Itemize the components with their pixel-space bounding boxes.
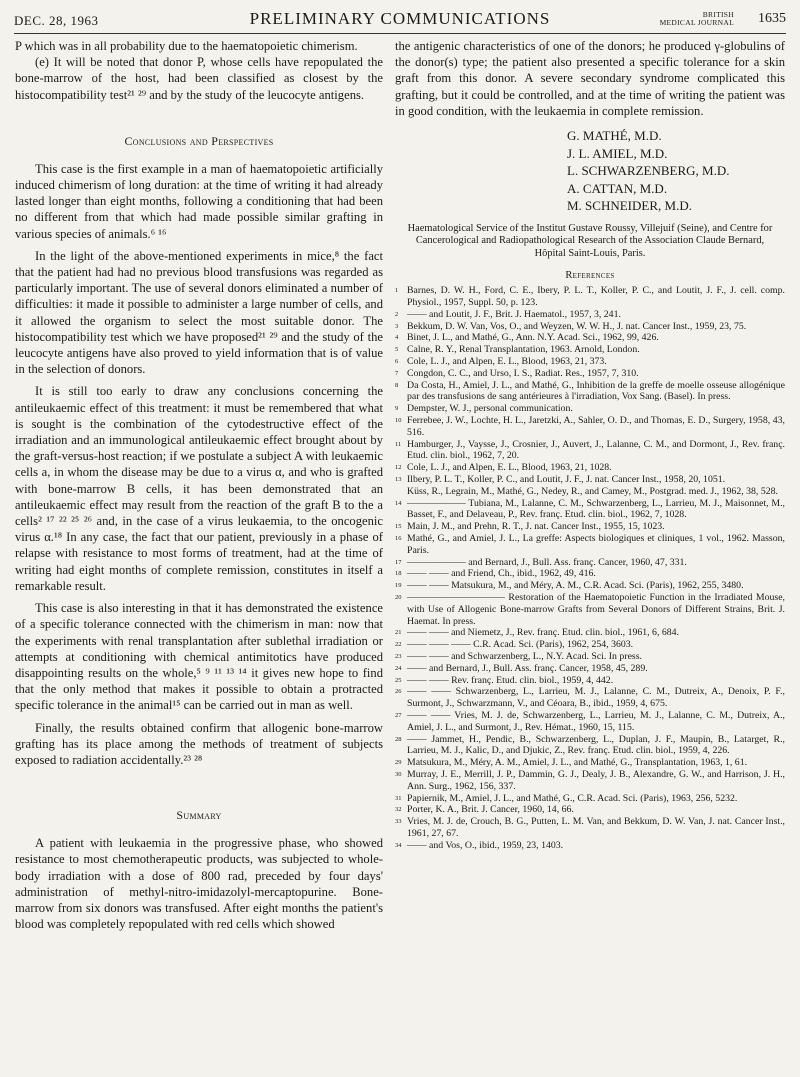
reference-item bbox=[395, 663, 785, 675]
reference-number: 14 bbox=[395, 499, 402, 507]
section-heading-summary: Summary bbox=[176, 808, 222, 823]
page-number: 1635 bbox=[758, 11, 786, 26]
reference-text: Matsukura, M., Méry, A. M., Amiel, J. L., and Mathé, G., Transplantation, 1963, 1, 61. bbox=[407, 757, 748, 769]
references-heading: References bbox=[565, 270, 615, 282]
reference-number: 6 bbox=[395, 358, 399, 366]
reference-item bbox=[395, 793, 785, 805]
paragraph: the antigenic characteristics of one of the donors; he produced γ-globulins of the donor(s) type; the patient also presented a specific tolerance for a skin graft from this donor. A severe secondary syndrome complicated this grafting, but it could be controlled, and at the time of writing the patient was in good condition, with the leukaemia in complete remission. bbox=[395, 39, 785, 118]
reference-number: 34 bbox=[395, 841, 402, 849]
reference-number: 33 bbox=[395, 818, 402, 826]
reference-text: —— —— Vries, M. J. de, Schwarzenberg, L., Larrieu, M. J., Lalanne, C. M., Dutreix, A., Amiel, J. L., and Surmont, J., Rev. Hémat., 1960, 15, 115. bbox=[407, 709, 785, 733]
reference-number: 18 bbox=[395, 570, 402, 578]
reference-item bbox=[395, 686, 785, 710]
paragraph: It is still too early to draw any conclusions concerning the antileukaemic effect of this treatment: it must be remembered that what is sought is the combination of the cytodestructive effect of the irradiation and an immunological antileukaemic effect brought about by the graft-versus-host reaction; if we postulate a subject A with leukaemic cells a, in whom the disease may be due to a virus α, and who is grafted with bone-marrow B cells, it has been demonstrated that an antileukaemic effect may result from the reaction of the graft B to the a cells² ¹⁷ ²² ²⁵ ²⁶ and, in the case of a virus leukaemia, to the oncogenic virus α.¹⁸ In any case, the fact that our patient, previously in a phase of relapse with resistance to most forms of treatment, had at the time of writing had eight months of complete remission, constitutes in itself a remarkable result. bbox=[15, 384, 383, 593]
reference-text: —————— and Bernard, J., Bull. Ass. franç. Cancer, 1960, 47, 331. bbox=[407, 556, 687, 568]
reference-item bbox=[395, 557, 785, 569]
left-column bbox=[15, 38, 383, 932]
reference-number: 19 bbox=[395, 582, 402, 590]
reference-number: 7 bbox=[395, 369, 399, 377]
reference-number: 1 bbox=[395, 287, 399, 295]
reference-text: Congdon, C. C., and Urso, I. S., Radiat. Res., 1957, 7, 310. bbox=[407, 367, 639, 379]
reference-number: 9 bbox=[395, 405, 399, 413]
reference-text: Cole, L. J., and Alpen, E. L., Blood, 1963, 21, 1028. bbox=[407, 462, 612, 474]
reference-text: Calne, R. Y., Renal Transplantation, 1963. Arnold, London. bbox=[407, 344, 640, 356]
reference-number: 30 bbox=[395, 770, 402, 778]
issue-date: DEC. 28, 1963 bbox=[14, 13, 99, 28]
reference-item bbox=[395, 757, 785, 769]
reference-text: Küss, R., Legrain, M., Mathé, G., Nedey, R., and Camey, M., Postgrad. med. J., 1962, 38, 528. bbox=[407, 485, 778, 497]
paragraph: This case is also interesting in that it has demonstrated the existence of a specific tolerance connected with the chimerism in man: now that the experiments with renal transplantation after sublethal irradiation or attempts at conditioning with chemical antimitotics have produced disappointing results on the whole,⁵ ⁹ ¹¹ ¹³ ¹⁴ it gives new hope to find that the only method that makes it possible to obtain a protracted specific tolerance in the animal¹⁵ can be carried out in man as well. bbox=[15, 601, 383, 713]
reference-number: 24 bbox=[395, 664, 402, 672]
reference-item bbox=[395, 816, 785, 840]
reference-number: 3 bbox=[395, 322, 399, 330]
reference-text: Binet, J. L., and Mathé, G., Ann. N.Y. Acad. Sci., 1962, 99, 426. bbox=[407, 332, 659, 344]
reference-item bbox=[395, 592, 785, 627]
reference-item bbox=[395, 309, 785, 321]
reference-text: —————— Tubiana, M., Lalanne, C. M., Schwarzenberg, L., Larrieu, M. J., Maisonnet, M., Basset, F., and Delaveau, P., Rev. franç. Etud. clin. biol., 1962, 7, 1028. bbox=[407, 497, 785, 521]
reference-number: 20 bbox=[395, 594, 402, 602]
right-column bbox=[395, 38, 785, 852]
reference-text: Bekkum, D. W. Van, Vos, O., and Weyzen, W. W. H., J. nat. Cancer Inst., 1959, 23, 75. bbox=[407, 320, 747, 332]
reference-number: 15 bbox=[395, 523, 402, 531]
reference-text: —— —— Matsukura, M., and Méry, A. M., C.R. Acad. Sci. (Paris), 1962, 255, 3480. bbox=[407, 580, 744, 592]
reference-text: —— and Vos, O., ibid., 1959, 23, 1403. bbox=[407, 839, 564, 851]
reference-number: 27 bbox=[395, 711, 402, 719]
author-list bbox=[567, 127, 785, 215]
reference-number: 11 bbox=[395, 440, 402, 448]
reference-item bbox=[395, 840, 785, 852]
reference-text: —— —— Rev. franç. Etud. clin. biol., 1959, 4, 442. bbox=[407, 674, 614, 686]
reference-item bbox=[395, 380, 785, 404]
reference-item bbox=[395, 439, 785, 463]
reference-number: 23 bbox=[395, 653, 402, 660]
reference-item bbox=[395, 710, 785, 734]
reference-item bbox=[395, 769, 785, 793]
reference-item bbox=[395, 415, 785, 439]
reference-text: —— and Bernard, J., Bull. Ass. franç. Cancer, 1958, 45, 289. bbox=[407, 662, 648, 674]
header-rule bbox=[14, 33, 786, 34]
reference-item bbox=[395, 486, 785, 498]
reference-number: 5 bbox=[395, 346, 399, 354]
author: J. L. AMIEL, M.D. bbox=[567, 145, 668, 161]
affiliation: Haematological Service of the Institut Gustave Roussy, Villejuif (Seine), and Centre for Cancerological and Radiopathological Research of the Association Claude Bernard, Hôpital Saint-Louis, Paris. bbox=[407, 222, 773, 259]
reference-item bbox=[395, 521, 785, 533]
paragraph: A patient with leukaemia in the progressive phase, who showed resistance to most chemotherapeutic products, was subjected to whole-body irradiation with a dose of 800 rad, preceded by four days' administration of methyl-nitro-imidazolyl-mercaptopurine. Bone-marrow from six donors was transfused. After eight months the patient's blood was completely repopulated with red cells which showed bbox=[15, 836, 383, 932]
reference-text: Dempster, W. J., personal communication. bbox=[407, 403, 573, 415]
reference-item bbox=[395, 734, 785, 758]
reference-number: 26 bbox=[395, 688, 402, 696]
reference-text: Ferrebee, J. W., Lochte, H. L., Jaretzki, A., Sahler, O. D., and Thomas, E. D., Surgery, 1958, 43, 516. bbox=[407, 415, 785, 438]
reference-text: —————————— Restoration of the Haematopoietic Function in the Irradiated Mouse, with Use of Allogenic Bone-marrow Grafts from Several Donors of Different Strains, Brit. J. Haemat. In press. bbox=[407, 592, 785, 627]
reference-number: 16 bbox=[395, 535, 402, 543]
reference-item bbox=[395, 568, 785, 580]
reference-item bbox=[395, 804, 785, 816]
author: G. MATHÉ, M.D. bbox=[567, 128, 662, 144]
reference-text: —— —— and Schwarzenberg, L., N.Y. Acad. Sci. In press. bbox=[407, 651, 642, 662]
journal-name bbox=[660, 11, 734, 27]
reference-text: —— —— Schwarzenberg, L., Larrieu, M. J., Lalanne, C. M., Dutreix, A., Denoix, P. F., Surmont, J., Schwarzmann, V., and Céoara, B., ibid., 1959, 4, 675. bbox=[407, 686, 785, 710]
reference-item bbox=[395, 474, 785, 486]
reference-number: 2 bbox=[395, 310, 399, 318]
reference-number: 13 bbox=[395, 476, 402, 484]
journal-name-line1: BRITISH bbox=[702, 10, 734, 19]
reference-text: Cole, L. J., and Alpen, E. L., Blood, 1963, 21, 373. bbox=[407, 356, 607, 368]
reference-item bbox=[395, 462, 785, 474]
reference-list bbox=[395, 285, 785, 851]
reference-number: 4 bbox=[395, 334, 399, 342]
reference-item bbox=[395, 356, 785, 368]
reference-item bbox=[395, 651, 785, 663]
reference-number: 17 bbox=[395, 558, 402, 566]
reference-item bbox=[395, 533, 785, 557]
reference-text: —— —— and Friend, Ch., ibid., 1962, 49, 416. bbox=[407, 568, 596, 580]
reference-item bbox=[395, 285, 785, 309]
reference-text: Barnes, D. W. H., Ford, C. E., Ibery, P. L. T., Koller, P. C., and Loutit, J. F., J. cell. comp. Physiol., 1957, Suppl. 50, p. 123. bbox=[407, 285, 785, 309]
paragraph: This case is the first example in a man of haematopoietic artificially induced chimerism of long duration: at the time of writing it had already lasted longer than eight months, following a conditioning that had been no different from that which had made possible similar grafting in various species of animals.⁶ ¹⁶ bbox=[15, 161, 383, 241]
reference-text: —— —— and Niemetz, J., Rev. franç. Etud. clin. biol., 1961, 6, 684. bbox=[407, 627, 679, 639]
author: A. CATTAN, M.D. bbox=[567, 180, 668, 196]
paragraph: Finally, the results obtained confirm that allogenic bone-marrow grafting has its place among the methods of treatment of subjects exposed to radiation accidentally.²³ ²⁸ bbox=[15, 720, 383, 767]
reference-item bbox=[395, 580, 785, 592]
reference-text: Vries, M. J. de, Crouch, B. G., Putten, L. M. Van, and Bekkum, D. W. Van, J. nat. Cancer Inst., 1961, 27, 67. bbox=[407, 816, 785, 839]
paragraph: In the light of the above-mentioned experiments in mice,⁸ the fact that the patient had had no previous blood transfusions was regarded as particularly important. The use of several donors eliminated a number of difficulties: it made it possible to administer a large number of cells, and it allowed the organism to select the most suitable donor. The histocompatibility test which we have proposed²¹ ²⁹ and the study of the leucocyte antigens have also proved to yield information that is of value in the selection of donors. bbox=[15, 248, 383, 377]
reference-number: 12 bbox=[395, 464, 402, 472]
reference-number: 25 bbox=[395, 676, 402, 684]
reference-number: 8 bbox=[395, 381, 399, 389]
reference-item bbox=[395, 368, 785, 380]
paragraph: (e) It will be noted that donor P, whose cells have repopulated the bone-marrow of the host, had been classified as closest by the histocompatibility test²¹ ²⁹ and by the study of the leucocyte antigens. bbox=[15, 55, 383, 102]
reference-item bbox=[395, 344, 785, 356]
section-heading-conclusions: Conclusions and Perspectives bbox=[124, 133, 274, 148]
paragraph: P which was in all probability due to the haematopoietic chimerism. bbox=[15, 39, 358, 53]
reference-number: 29 bbox=[395, 759, 402, 767]
reference-text: Main, J. M., and Prehn, R. T., J. nat. Cancer Inst., 1955, 15, 1023. bbox=[407, 521, 665, 533]
reference-item bbox=[395, 675, 785, 687]
reference-text: —— —— —— C.R. Acad. Sci. (Paris), 1962, 254, 3603. bbox=[407, 639, 634, 651]
reference-text: Porter, K. A., Brit. J. Cancer, 1960, 14, 66. bbox=[407, 804, 574, 816]
reference-item bbox=[395, 639, 785, 651]
reference-text: Papiernik, M., Amiel, J. L., and Mathé, G., C.R. Acad. Sci. (Paris), 1963, 256, 5232. bbox=[407, 792, 738, 804]
reference-number: 31 bbox=[395, 794, 402, 802]
reference-item bbox=[395, 498, 785, 522]
reference-text: Murray, J. E., Merrill, J. P., Dammin, G. J., Dealy, J. B., Alexandre, G. W., and Harrison, J. H., Ann. Surg., 1962, 156, 337. bbox=[407, 768, 785, 792]
reference-item bbox=[395, 321, 785, 333]
reference-text: —— and Loutit, J. F., Brit. J. Haematol., 1957, 3, 241. bbox=[407, 308, 621, 320]
reference-item bbox=[395, 627, 785, 639]
reference-item bbox=[395, 403, 785, 415]
reference-text: —— Jammet, H., Pendic, B., Schwarzenberg, L., Duplan, J. F., Maupin, B., Latarget, R., Larrieu, M. J., Kalic, D., and Djukic, Z., Rev. franç. Etud. clin. biol., 1959, 4, 226. bbox=[407, 733, 785, 757]
reference-number: 22 bbox=[395, 641, 402, 649]
page-header bbox=[14, 9, 786, 33]
section-title: PRELIMINARY COMMUNICATIONS bbox=[249, 9, 551, 28]
reference-number: 32 bbox=[395, 806, 402, 814]
author: L. SCHWARZENBERG, M.D. bbox=[567, 163, 730, 179]
reference-text: Da Costa, H., Amiel, J. L., and Mathé, G., Inhibition de la greffe de moelle osseuse allogénique par des transfusions de sang antérieures à l'irradiation, Vox Sang. (Basel). In press. bbox=[407, 379, 785, 403]
author: M. SCHNEIDER, M.D. bbox=[567, 198, 692, 214]
reference-number: 21 bbox=[395, 629, 402, 637]
reference-number: 10 bbox=[395, 417, 402, 425]
journal-name-line2: MEDICAL JOURNAL bbox=[659, 18, 734, 27]
reference-item bbox=[395, 332, 785, 344]
reference-text: Hamburger, J., Vaysse, J., Crosnier, J., Auvert, J., Lalanne, C. M., and Dormont, J., Rev. franç. Etud. clin. biol., 1962, 7, 20. bbox=[407, 438, 785, 462]
reference-number: 28 bbox=[395, 735, 402, 743]
reference-text: Ilbery, P. L. T., Koller, P. C., and Loutit, J. F., J. nat. Cancer Inst., 1958, 20, 1051. bbox=[407, 474, 726, 486]
reference-text: Mathé, G., and Amiel, J. L., La greffe: Aspects biologiques et cliniques, 1 vol., 1962. Masson, Paris. bbox=[407, 533, 785, 556]
